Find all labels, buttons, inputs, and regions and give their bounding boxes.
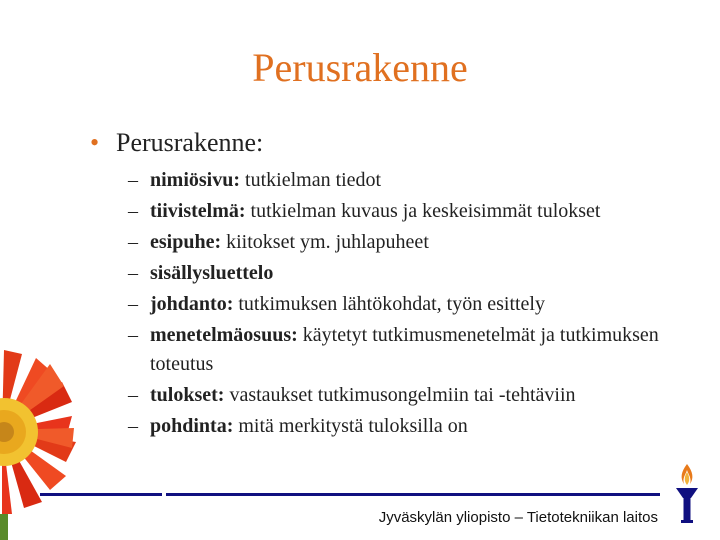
dash: – [128,415,138,437]
dash: – [128,231,138,253]
item-text: tutkielman tiedot [240,169,382,191]
item-text: tutkimuksen lähtökohdat, työn esittely [233,293,545,315]
item-text: vastaukset tutkimusongelmiin tai -tehtäviin [224,384,576,406]
item-term: menetelmäosuus: [150,324,298,346]
list-item [128,381,673,410]
list-item [128,228,673,257]
bullet-dot: • [90,128,100,157]
item-term: pohdinta: [150,415,234,437]
item-text: mitä merkitystä tuloksilla on [233,415,468,437]
list-item [128,412,673,441]
list-item [128,166,673,195]
list-item [128,259,673,288]
item-term: sisällysluettelo [150,262,274,284]
dash: – [128,200,138,222]
dash: – [128,324,138,346]
footer-text: Jyväskylän yliopisto – Tietotekniikan laitos [378,509,658,526]
sub-bullet-list [128,166,673,443]
gerbera-flower-icon [0,300,120,540]
item-term: esipuhe: [150,231,222,253]
item-text: tutkielman kuvaus ja keskeisimmät tulokset [245,200,601,222]
list-item [128,197,673,226]
main-bullet-label: Perusrakenne: [116,128,264,157]
footer-rule-gap [162,493,166,496]
item-term: tiivistelmä: [150,200,246,222]
item-term: tulokset: [150,384,225,406]
main-bullet [90,128,263,158]
footer-rule [40,493,660,496]
item-text: kiitokset ym. juhlapuheet [221,231,429,253]
dash: – [128,384,138,406]
torch-logo-icon [672,462,702,524]
list-item [128,290,673,319]
item-text: käytetyt tutkimusmenetelmät ja tutkimuksen toteutus [150,324,659,375]
dash: – [128,169,138,191]
item-term: johdanto: [150,293,234,315]
slide-title: Perusrakenne [252,45,468,90]
dash: – [128,262,138,284]
item-term: nimiösivu: [150,169,241,191]
dash: – [128,293,138,315]
list-item [128,321,673,379]
